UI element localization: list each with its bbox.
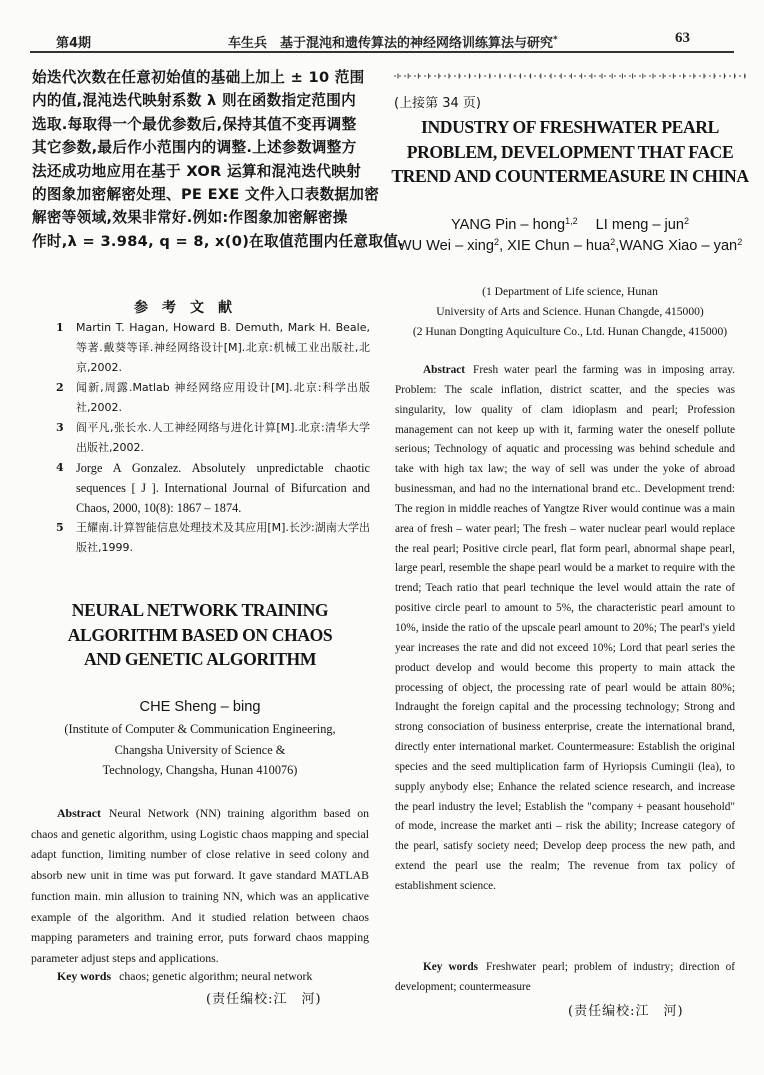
author-name: WU Wei – xing: [397, 238, 495, 254]
author-affil-mark: 2: [494, 237, 500, 247]
affiliation-line: (2 Hunan Dongting Aquiculture Co., Ltd. Hunan Changde, 415000): [412, 325, 728, 338]
reference-item: [56, 518, 370, 558]
abstract-label: Abstract: [57, 806, 101, 820]
running-title-footnote-mark: *: [553, 35, 558, 45]
author-list: [384, 217, 756, 233]
reference-text: 闻新,周露.Matlab 神经网络应用设计[M].北京:科学出版社,2002.: [76, 381, 370, 414]
author-affil-mark: 2: [610, 237, 616, 247]
title-line: AND GENETIC ALGORITHM: [83, 649, 317, 669]
reference-item: [56, 418, 370, 458]
author-name: LI meng – jun: [595, 217, 685, 233]
abstract-text: Neural Network (NN) training algorithm based on chaos and genetic algorithm, using Logistic chaos mapping and special adapt function, limiting number of close relative in seed colony and absorb new unit in time was put forward. It gave standard MATLAB function main. min allusion to training NN, which was an applicative example of the algorithm. And it studied relation between chaos mapping parameters and training error, puts forward chaos mapping parameter adjust steps and applications.: [31, 806, 369, 965]
title-line: ALGORITHM BASED ON CHAOS: [67, 624, 333, 645]
keywords-text: chaos; genetic algorithm; neural network: [119, 969, 313, 983]
affiliation-line: (1 Department of Life science, Hunan: [482, 285, 658, 298]
body-line: 内的值,混沌迭代映射系数 λ 则在函数指定范围内: [32, 92, 357, 110]
abstract: [395, 361, 735, 897]
body-line: 始迭代次数在任意初始值的基础上加上 ± 10 范围: [32, 69, 365, 86]
reference-number: 2: [56, 381, 64, 394]
author-name: YANG Pin – hong: [450, 217, 566, 233]
title-line: NEURAL NETWORK TRAINING: [71, 600, 329, 620]
title-line: INDUSTRY OF FRESHWATER PEARL: [421, 117, 719, 137]
body-paragraph: [32, 66, 404, 253]
affiliation-line: University of Arts and Science. Hunan Changde, 415000): [436, 305, 704, 318]
reference-number: 5: [56, 521, 64, 534]
body-line: 解密等领域,效果非常好.例如:作图象加密解密操: [32, 209, 348, 227]
running-title: [228, 32, 558, 51]
author-separator: ,: [615, 238, 620, 254]
author-list: [384, 238, 756, 254]
body-line: 作时,λ = 3.984, q = 8, x(0)在取值范围内任意取值.: [32, 232, 404, 250]
title-line: TREND AND COUNTERMEASURE IN CHINA: [391, 166, 749, 186]
article-title-en: [384, 115, 756, 189]
issue-number: 第4期: [56, 36, 92, 51]
reference-number: 3: [56, 421, 64, 434]
title-line: PROBLEM, DEVELOPMENT THAT FACE: [406, 141, 734, 162]
keywords-text: Freshwater pearl; problem of industry; direction of development; countermeasure: [395, 961, 735, 993]
reference-text: 王耀南.计算智能信息处理技术及其应用[M].长沙:湖南大学出版社,1999.: [76, 521, 370, 554]
dotted-separator: [394, 72, 748, 80]
keywords-label: Key words: [57, 969, 112, 983]
author-name: XIE Chun – hua: [507, 238, 611, 254]
continued-from-note: (上接第 34 页): [394, 96, 481, 111]
editor-note: (责任编校:江 河): [568, 1004, 684, 1019]
references-heading: 参考文献: [134, 300, 246, 316]
keywords-label: Key words: [423, 961, 478, 973]
author-affil-mark: 1,2: [565, 216, 578, 226]
body-line: 的图象加密解密处理、PE EXE 文件入口表数据加密: [32, 186, 380, 204]
abstract-label: Abstract: [423, 364, 466, 376]
author-affiliation: [384, 282, 756, 342]
affiliation-line: (Institute of Computer & Communication Engineering,: [64, 722, 336, 736]
keywords: [395, 958, 735, 998]
author-name: WANG Xiao – yan: [619, 238, 738, 254]
header-rule: [30, 51, 734, 53]
body-line: 其它参数,最后作小范围内的调整.上述参数调整方: [32, 139, 357, 157]
reference-item: [56, 458, 370, 518]
author-separator: ,: [499, 238, 508, 254]
editor-note: (责任编校:江 河): [206, 992, 322, 1007]
reference-item: [56, 378, 370, 418]
reference-number: 1: [56, 321, 64, 334]
abstract-text: Fresh water pearl the farming was in imposing array. Problem: The scale inflation, district scatter, and the species was singularity, low quality of clam idioplasm and pearl; Profession management can not keep up with it, farming water the oneself pollute serious; Technology of aquatic and processing was behind schedule and take with high tax law; the way of sell was under the yoke of abroad businessman, and had no the international brand etc.. Development trend: The region in middle reaches of Yangtze River would continue was a main area of fresh – water pearl; The fresh – water nuclear pearl would replace the real pearl; Positive circle pearl, flat form pearl, abnormal shape pearl, large pearl, resemble the shape pearl would be a market to require with the trend; Teach ratio that pearl technique the level would attain the rate of positive circle pearl to amount to 5%, the characteristic pearl amount to 10%, inside the ratio of the upscale pearl amount to 20%; The pearl's yield year increases the rate and did not exceed 10%; Lord that pearl series the product develop and would become this property to main attack the processing of object, the processing rate of pearl would be attain 80%; Indraught the foreign capital and the processing technology; Strong and strong consociation of business enterprise, create the international brand, directly enter international market. Countermeasure: Establish the original species and the seed multiplication farm of Hyriopsis Cumingii (lea), to supply anybody else; Enhance the related science research, and increase the pearl industry the level; Establish the "company + peasant household" of mode, increase the market anti – risk the ability; Increase category of the pearl, satisfy society need; Develop deep process the new path, and extend the pearl use the realm; The revenue from tax policy of establishment science.: [395, 364, 735, 892]
affiliation-line: Technology, Changsha, Hunan 410076): [102, 763, 298, 777]
running-title-text: 车生兵 基于混沌和遗传算法的神经网络训练算法与研究: [228, 36, 554, 51]
page-number: 63: [675, 30, 690, 46]
author-name: CHE Sheng – bing: [139, 699, 261, 715]
reference-text: Jorge A Gonzalez. Absolutely unpredictable chaotic sequences [ J ]. International Journal of Bifurcation and Chaos, 2000, 10(8): 1867 – 1874.: [76, 461, 370, 515]
author-affil-mark: 2: [737, 237, 743, 247]
author-affiliation: [20, 719, 380, 781]
affiliation-line: Changsha University of Science &: [114, 742, 286, 757]
reference-number: 4: [56, 461, 64, 474]
abstract: [31, 803, 369, 969]
reference-item: [56, 318, 370, 378]
body-line: 法还成功地应用在基于 XOR 运算和混沌迭代映射: [32, 162, 362, 180]
keywords: [31, 966, 369, 987]
reference-text: Martin T. Hagan, Howard B. Demuth, Mark H. Beale, 等著.戴葵等译.神经网络设计[M].北京:机械工业出版社,北京,2002.: [76, 321, 370, 374]
author-affil-mark: 2: [684, 216, 690, 226]
body-line: 选取.每取得一个最优参数后,保持其值不变再调整: [32, 115, 357, 133]
reference-text: 阎平凡,张长水.人工神经网络与进化计算[M].北京:清华大学出版社,2002.: [76, 421, 370, 454]
article-title-en: [20, 598, 380, 672]
